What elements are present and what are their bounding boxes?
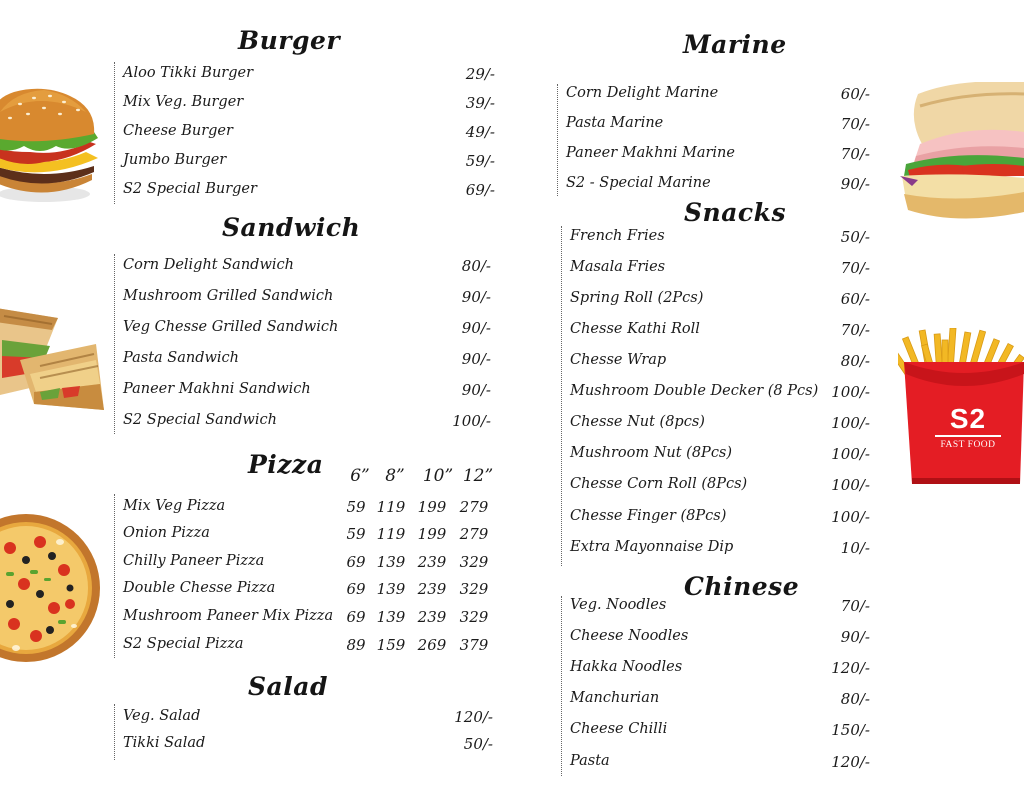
- item-name: Extra Mayonnaise Dip: [570, 539, 734, 555]
- item-price: 120/-: [454, 708, 493, 726]
- item-name: S2 Special Sandwich: [123, 412, 277, 428]
- pizza-price: 119: [376, 525, 406, 543]
- menu-item: [115, 412, 491, 434]
- menu-item: [115, 257, 491, 279]
- section-title-chinese: Chinese: [684, 572, 800, 601]
- item-price: 50/-: [840, 228, 870, 246]
- menu-item: [562, 445, 870, 467]
- pizza-price: 89: [346, 636, 366, 654]
- pizza-price: 139: [376, 608, 406, 626]
- pizza-price: 199: [417, 525, 447, 543]
- item-name: Pasta Marine: [566, 115, 664, 131]
- menu-item: [562, 659, 870, 681]
- menu-item: [562, 597, 870, 619]
- burger-list: [114, 62, 495, 204]
- item-price: 39/-: [465, 94, 495, 112]
- item-price: 90/-: [461, 319, 491, 337]
- item-name: Onion Pizza: [123, 525, 210, 541]
- section-title-pizza: Pizza: [248, 450, 324, 479]
- item-name: Chesse Kathi Roll: [570, 321, 700, 337]
- item-name: Mushroom Nut (8Pcs): [570, 445, 733, 461]
- menu-item: [562, 414, 870, 436]
- item-name: French Fries: [570, 228, 665, 244]
- pizza-list: [114, 494, 495, 658]
- marine-list: [557, 84, 870, 196]
- item-price: 90/-: [461, 288, 491, 306]
- item-price: 49/-: [465, 123, 495, 141]
- snacks-list: [561, 226, 870, 566]
- menu-item: [558, 85, 870, 107]
- section-title-sandwich: Sandwich: [222, 213, 361, 242]
- item-price: 150/-: [831, 721, 870, 739]
- item-name: Cheese Burger: [123, 123, 233, 139]
- item-name: Mushroom Paneer Mix Pizza: [123, 608, 334, 624]
- item-price: 90/-: [840, 628, 870, 646]
- item-name: Paneer Makhni Sandwich: [123, 381, 311, 397]
- menu-item: [115, 381, 491, 403]
- item-name: Manchurian: [570, 690, 660, 706]
- sub-sandwich-image: [898, 82, 1024, 232]
- pizza-price: 139: [376, 580, 406, 598]
- item-price: 100/-: [831, 508, 870, 526]
- pizza-price: 379: [459, 636, 489, 654]
- section-title-salad: Salad: [248, 672, 328, 701]
- menu-item: [562, 383, 870, 405]
- brand-logo: [925, 404, 1011, 450]
- item-price: 90/-: [461, 381, 491, 399]
- item-name: Veg. Noodles: [570, 597, 667, 613]
- item-price: 50/-: [463, 735, 493, 753]
- item-name: Mix Veg Pizza: [123, 498, 226, 514]
- item-name: Veg. Salad: [123, 708, 201, 724]
- item-price: 29/-: [465, 65, 495, 83]
- item-name: Chesse Corn Roll (8Pcs): [570, 476, 748, 492]
- item-name: Tikki Salad: [123, 735, 206, 751]
- item-name: Mushroom Grilled Sandwich: [123, 288, 334, 304]
- pizza-price: 329: [459, 608, 489, 626]
- menu-item: [562, 352, 870, 374]
- item-price: 70/-: [840, 321, 870, 339]
- pizza-price: 329: [459, 553, 489, 571]
- pizza-size-header: 8”: [385, 466, 405, 486]
- menu-item: [562, 628, 870, 650]
- section-title-snacks: Snacks: [684, 198, 787, 227]
- pizza-row: [115, 636, 495, 658]
- menu-item: [558, 175, 870, 197]
- item-name: Double Chesse Pizza: [123, 580, 276, 596]
- salad-list: [114, 704, 493, 760]
- item-price: 60/-: [840, 85, 870, 103]
- pizza-price: 199: [417, 498, 447, 516]
- pizza-price: 119: [376, 498, 406, 516]
- item-price: 59/-: [465, 152, 495, 170]
- pizza-row: [115, 608, 495, 630]
- menu-item: [562, 228, 870, 250]
- item-price: 100/-: [452, 412, 491, 430]
- item-price: 100/-: [831, 445, 870, 463]
- item-name: Aloo Tikki Burger: [123, 65, 254, 81]
- menu-item: [558, 145, 870, 167]
- item-price: 100/-: [831, 476, 870, 494]
- pizza-price: 69: [346, 553, 366, 571]
- pizza-price: 159: [376, 636, 406, 654]
- pizza-price: 239: [417, 580, 447, 598]
- menu-item: [562, 290, 870, 312]
- menu-item: [115, 94, 495, 116]
- item-name: Hakka Noodles: [570, 659, 683, 675]
- item-name: Mushroom Double Decker (8 Pcs): [570, 383, 819, 399]
- item-name: Cheese Chilli: [570, 721, 668, 737]
- item-name: S2 - Special Marine: [566, 175, 711, 191]
- item-name: Spring Roll (2Pcs): [570, 290, 704, 306]
- item-name: Pasta: [570, 753, 610, 769]
- pizza-price: 269: [417, 636, 447, 654]
- menu-item: [115, 123, 495, 145]
- menu-item: [562, 753, 870, 775]
- item-name: Chesse Nut (8pcs): [570, 414, 705, 430]
- item-name: Paneer Makhni Marine: [566, 145, 735, 161]
- pizza-row: [115, 553, 495, 575]
- item-name: Corn Delight Sandwich: [123, 257, 294, 273]
- menu-item: [115, 181, 495, 203]
- menu-item: [562, 690, 870, 712]
- item-price: 60/-: [840, 290, 870, 308]
- pizza-price: 279: [459, 525, 489, 543]
- menu-item: [115, 152, 495, 174]
- item-price: 120/-: [831, 659, 870, 677]
- pizza-price: 279: [459, 498, 489, 516]
- pizza-price: 69: [346, 608, 366, 626]
- item-price: 90/-: [461, 350, 491, 368]
- item-name: Veg Chesse Grilled Sandwich: [123, 319, 339, 335]
- item-name: Chilly Paneer Pizza: [123, 553, 265, 569]
- item-price: 100/-: [831, 414, 870, 432]
- pizza-price: 59: [346, 525, 366, 543]
- menu-item: [115, 288, 491, 310]
- item-price: 10/-: [840, 539, 870, 557]
- item-price: 70/-: [840, 115, 870, 133]
- item-name: Cheese Noodles: [570, 628, 689, 644]
- item-price: 69/-: [465, 181, 495, 199]
- menu-item: [115, 65, 495, 87]
- item-price: 100/-: [831, 383, 870, 401]
- pizza-image: [0, 508, 100, 670]
- item-price: 80/-: [461, 257, 491, 275]
- section-title-marine: Marine: [683, 30, 787, 59]
- menu-item: [562, 721, 870, 743]
- item-price: 70/-: [840, 145, 870, 163]
- item-name: Corn Delight Marine: [566, 85, 719, 101]
- pizza-price: 239: [417, 553, 447, 571]
- pizza-row: [115, 498, 495, 520]
- sandwich-list: [114, 254, 491, 434]
- item-price: 70/-: [840, 259, 870, 277]
- item-price: 80/-: [840, 352, 870, 370]
- item-name: S2 Special Burger: [123, 181, 257, 197]
- pizza-price: 139: [376, 553, 406, 571]
- logo-tagline: FAST FOOD: [940, 440, 996, 450]
- chinese-list: [561, 596, 870, 776]
- menu-item: [558, 115, 870, 137]
- pizza-price: 59: [346, 498, 366, 516]
- menu-item: [562, 476, 870, 498]
- menu-item: [115, 708, 493, 730]
- pizza-size-header: 10”: [422, 466, 454, 486]
- logo-mark: S2: [949, 403, 987, 434]
- pizza-size-header: 12”: [462, 466, 494, 486]
- item-price: 70/-: [840, 597, 870, 615]
- item-name: Masala Fries: [570, 259, 666, 275]
- item-price: 90/-: [840, 175, 870, 193]
- sandwich-image: [0, 300, 104, 416]
- item-name: Pasta Sandwich: [123, 350, 239, 366]
- pizza-size-header: 6”: [350, 466, 370, 486]
- section-title-burger: Burger: [238, 26, 341, 55]
- item-name: Mix Veg. Burger: [123, 94, 244, 110]
- pizza-price: 239: [417, 608, 447, 626]
- item-name: S2 Special Pizza: [123, 636, 244, 652]
- menu-item: [115, 350, 491, 372]
- burger-image: [0, 82, 102, 204]
- menu-item: [562, 539, 870, 561]
- item-price: 120/-: [831, 753, 870, 771]
- item-name: Chesse Wrap: [570, 352, 667, 368]
- item-name: Chesse Finger (8Pcs): [570, 508, 727, 524]
- pizza-price: 329: [459, 580, 489, 598]
- menu-item: [562, 508, 870, 530]
- pizza-row: [115, 525, 495, 547]
- menu-item: [115, 319, 491, 341]
- item-price: 80/-: [840, 690, 870, 708]
- menu-item: [562, 259, 870, 281]
- menu-item: [115, 735, 493, 757]
- menu-item: [562, 321, 870, 343]
- item-name: Jumbo Burger: [123, 152, 227, 168]
- pizza-row: [115, 580, 495, 602]
- pizza-price: 69: [346, 580, 366, 598]
- logo-underline: [935, 435, 1001, 437]
